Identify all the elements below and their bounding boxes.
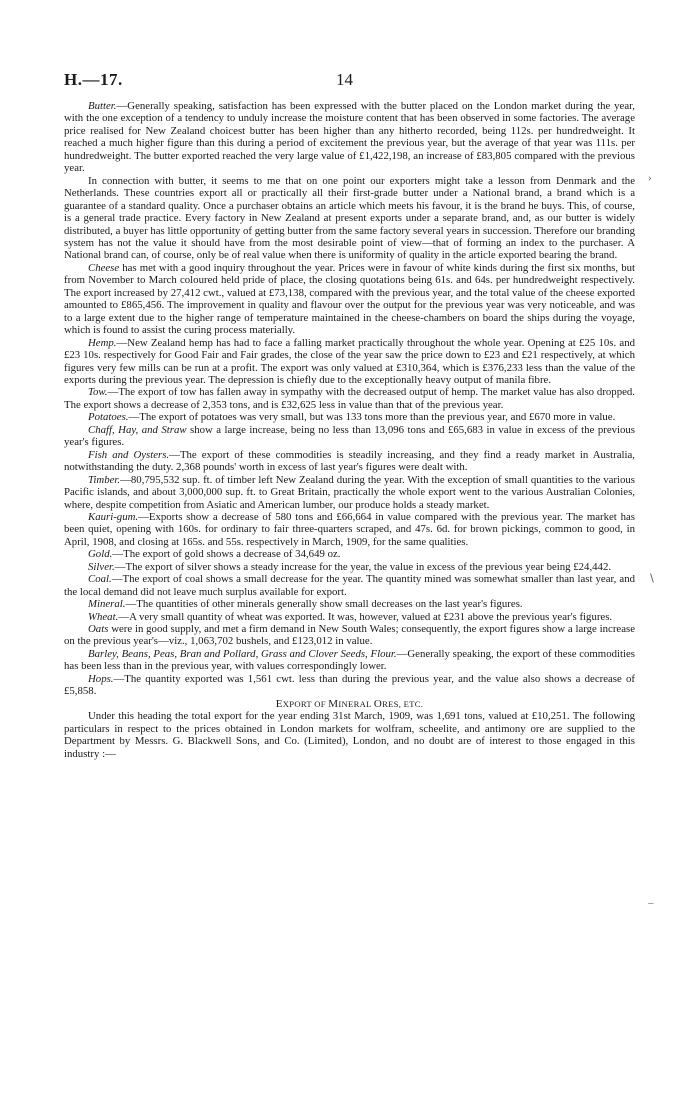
paragraph-lead: Fish and Oysters.	[88, 448, 170, 461]
section-heading	[64, 698, 635, 710]
document-reference: H.—17.	[64, 70, 123, 89]
paragraph	[64, 511, 635, 548]
paragraph-text: —The export of tow has fallen away in sympathy with the decreased output of hemp. The market value has also dropped. The export shows a decrease of 2,353 tons, and is £32,625 less in value than that of the previous year.	[64, 386, 635, 411]
paragraph-lead: Barley, Beans, Peas, Bran and Pollard, Grass and Clover Seeds, Flour.	[88, 647, 397, 660]
paragraph-lead: Hemp.	[88, 336, 117, 349]
paragraph	[64, 561, 635, 573]
paragraph-lead: Kauri-gum.	[88, 510, 139, 523]
paragraph-lead: Timber.	[88, 473, 121, 486]
heading-word: INERAL	[338, 698, 372, 709]
heading-capital: E	[275, 697, 283, 710]
paragraph-text: —Generally speaking, satisfaction has been expressed with the butter placed on the London market during the year, with the one exception of a tendency to unduly increase the moisture content that has been observed in some factories. The average price realised for New Zealand choicest butter has been higher than any hitherto recorded, being 112s. per hundredweight. It reached a much higher figure than this during a period of excitement the previous year, but the average of that year was 111s. per hundredweight. The butter exported reached the very large value of £1,422,198, an increase of £83,805 compared with the previous year.	[64, 100, 635, 175]
paragraph-text: —The export of potatoes was very small, but was 133 tons more than the previous year, and £670 more in value.	[128, 411, 616, 424]
margin-mark: –	[648, 897, 654, 909]
paragraph-text: —The quantities of other minerals generally show small decreases on the last year's figures.	[125, 598, 523, 611]
paragraph-lead: Hops.	[88, 672, 114, 685]
paragraph-lead: Tow.	[88, 386, 108, 399]
paragraph-text: has met with a good inquiry throughout the year. Prices were in favour of white kinds during the first six months, but from November to March coloured held pride of place, the closing quotations being 61s. and 64s. per hundredweight respectively. The export increased by 27,412 cwt., valued at £73,138, compared with the previous year, and the total value of the cheese exported amounted to £865,456. The improvement in quality and flavour over the output for the previous year was very noticeable, and was to a large extent due to the higher range of temperature maintained in the cheese-chambers on board the ships during the voyage, which is found to assist the curing process materially.	[64, 261, 635, 337]
paragraph	[64, 673, 635, 698]
heading-capital: M	[328, 697, 339, 710]
margin-mark: ›	[648, 172, 652, 184]
page-number: 14	[336, 70, 353, 89]
heading-word: RES,	[382, 698, 402, 709]
paragraph-text: —The export of coal shows a small decrease for the year. The quantity mined was somewhat smaller than last year, and the local demand did not leave much surplus available for export.	[64, 573, 635, 598]
paragraph-text: —A very small quantity of wheat was exported. It was, however, valued at £231 above the previous year's figures.	[118, 610, 613, 623]
paragraph	[64, 623, 635, 648]
commodity-paragraphs	[64, 100, 635, 698]
paragraph-text: —Exports show a decrease of 580 tons and £66,664 in value compared with the previous year. The market has been quiet, opening with 160s. for ordinary to fair three-quarters scraped, and 47s. 6d. for brown pickings, common to good, in April, 1908, and closing at 165s. and 55s. respectively in March, 1909, for the same qualities.	[64, 510, 635, 548]
paragraph	[64, 100, 635, 175]
heading-word: XPORT	[282, 698, 312, 709]
paragraph	[64, 175, 635, 262]
paragraph-text: —The export of silver shows a steady increase for the year, the value in excess of the previous year being £24,442.	[114, 560, 612, 573]
heading-word: OF	[311, 698, 329, 709]
paragraph-lead: Mineral.	[88, 598, 126, 611]
paragraph-text: —80,795,532 sup. ft. of timber left New Zealand during the year. With the exception of small quantities to the various Pacific islands, and about 3,000,000 sup. ft. to Great Britain, practically the whole export went to the various Australian Colonies, where, despite competition from Asiatic and American lumber, our produce holds a steady market.	[64, 473, 635, 511]
paragraph-lead: Gold.	[88, 548, 113, 561]
paragraph	[64, 548, 635, 560]
document-body	[64, 100, 635, 760]
paragraph	[64, 386, 635, 411]
paragraph-lead: Silver.	[88, 560, 115, 573]
paragraph	[64, 424, 635, 449]
paragraph-text: —New Zealand hemp has had to face a falling market practically throughout the whole year. Opening at £25 10s. and £23 10s. respectively for Good Fair and Fair grades, the close of the year saw the price down to £23 and £21 respectively, at which figures very few mills can be run at a profit. The export was only valued at £310,364, which is £376,233 less than the value of the exports during the previous year. The depression is chiefly due to the exceptionally heavy output of manila fibre.	[64, 336, 635, 386]
paragraph-text: In connection with butter, it seems to me that on one point our exporters might take a lesson from Denmark and the Netherlands. These countries export all or practically all their first-grade butter under a National brand, a brand which is a guarantee of a standard quality. Once a purchaser obtains an article which meets his favour, it is the brand he buys. This, of course, is a general trade practice. Every factory in New Zealand at present exports under a separate brand, and, as our butter is widely distributed, a buyer has little opportunity of getting butter from the same factory several years in succession. Therefore our branding system has not the value it should have from the most desirable point of view—that of forming an index to the purchaser. A National brand can, of course, only be of real value when there is uniformity of quality in the article exported bearing the brand.	[64, 174, 635, 262]
paragraph	[64, 474, 635, 511]
paragraph	[64, 573, 635, 598]
paragraph-text: —The quantity exported was 1,561 cwt. less than during the previous year, and the value also shows a decrease of £5,858.	[64, 672, 635, 698]
page-header	[64, 70, 644, 92]
section-paragraph: Under this heading the total export for the year ending 31st March, 1909, was 1,691 tons, valued at £10,251. The following particulars in respect to the prices obtained in London markets for wolfram, scheelite, and antimony ore are supplied to the Department by Messrs. G. Blackwell Sons, and Co. (Limited), London, and no doubt are of interest to those engaged in this industry :—	[64, 710, 635, 760]
heading-word: ETC.	[401, 698, 424, 709]
paragraph-lead: Wheat.	[88, 610, 119, 623]
paragraph-text: —The export of these commodities is steadily increasing, and they find a ready market in Australia, notwithstanding the duty. 2,368 pounds' worth in excess of last year's figures were dealt with.	[64, 448, 635, 474]
paragraph-lead: Cheese	[88, 261, 120, 274]
heading-capital: O	[373, 697, 383, 710]
margin-mark: ∖	[648, 573, 656, 585]
paragraph	[64, 611, 635, 623]
paragraph	[64, 337, 635, 387]
paragraph-text: —The export of gold shows a decrease of 34,649 oz.	[112, 548, 341, 561]
paragraph-lead: Potatoes.	[88, 411, 129, 424]
paragraph	[64, 411, 635, 423]
paragraph	[64, 648, 635, 673]
paragraph-text: —Generally speaking, the export of these commodities has been less than in the previous year, with values correspondingly lower.	[64, 647, 635, 673]
paragraph-text: show a large increase, being no less than 13,096 tons and £65,683 in value in excess of the previous year's figures.	[64, 423, 636, 449]
paragraph-lead: Oats	[88, 623, 109, 636]
paragraph-text: were in good supply, and met a firm demand in New South Wales; consequently, the export figures show a large increase on the previous year's—viz., 1,063,702 bushels, and £123,012 in value.	[64, 623, 635, 648]
paragraph	[64, 262, 635, 337]
paragraph	[64, 449, 635, 474]
paragraph-lead: Coal.	[88, 573, 112, 586]
paragraph-lead: Butter.	[88, 100, 117, 112]
paragraph-lead: Chaff, Hay, and Straw	[88, 423, 187, 436]
paragraph	[64, 598, 635, 610]
